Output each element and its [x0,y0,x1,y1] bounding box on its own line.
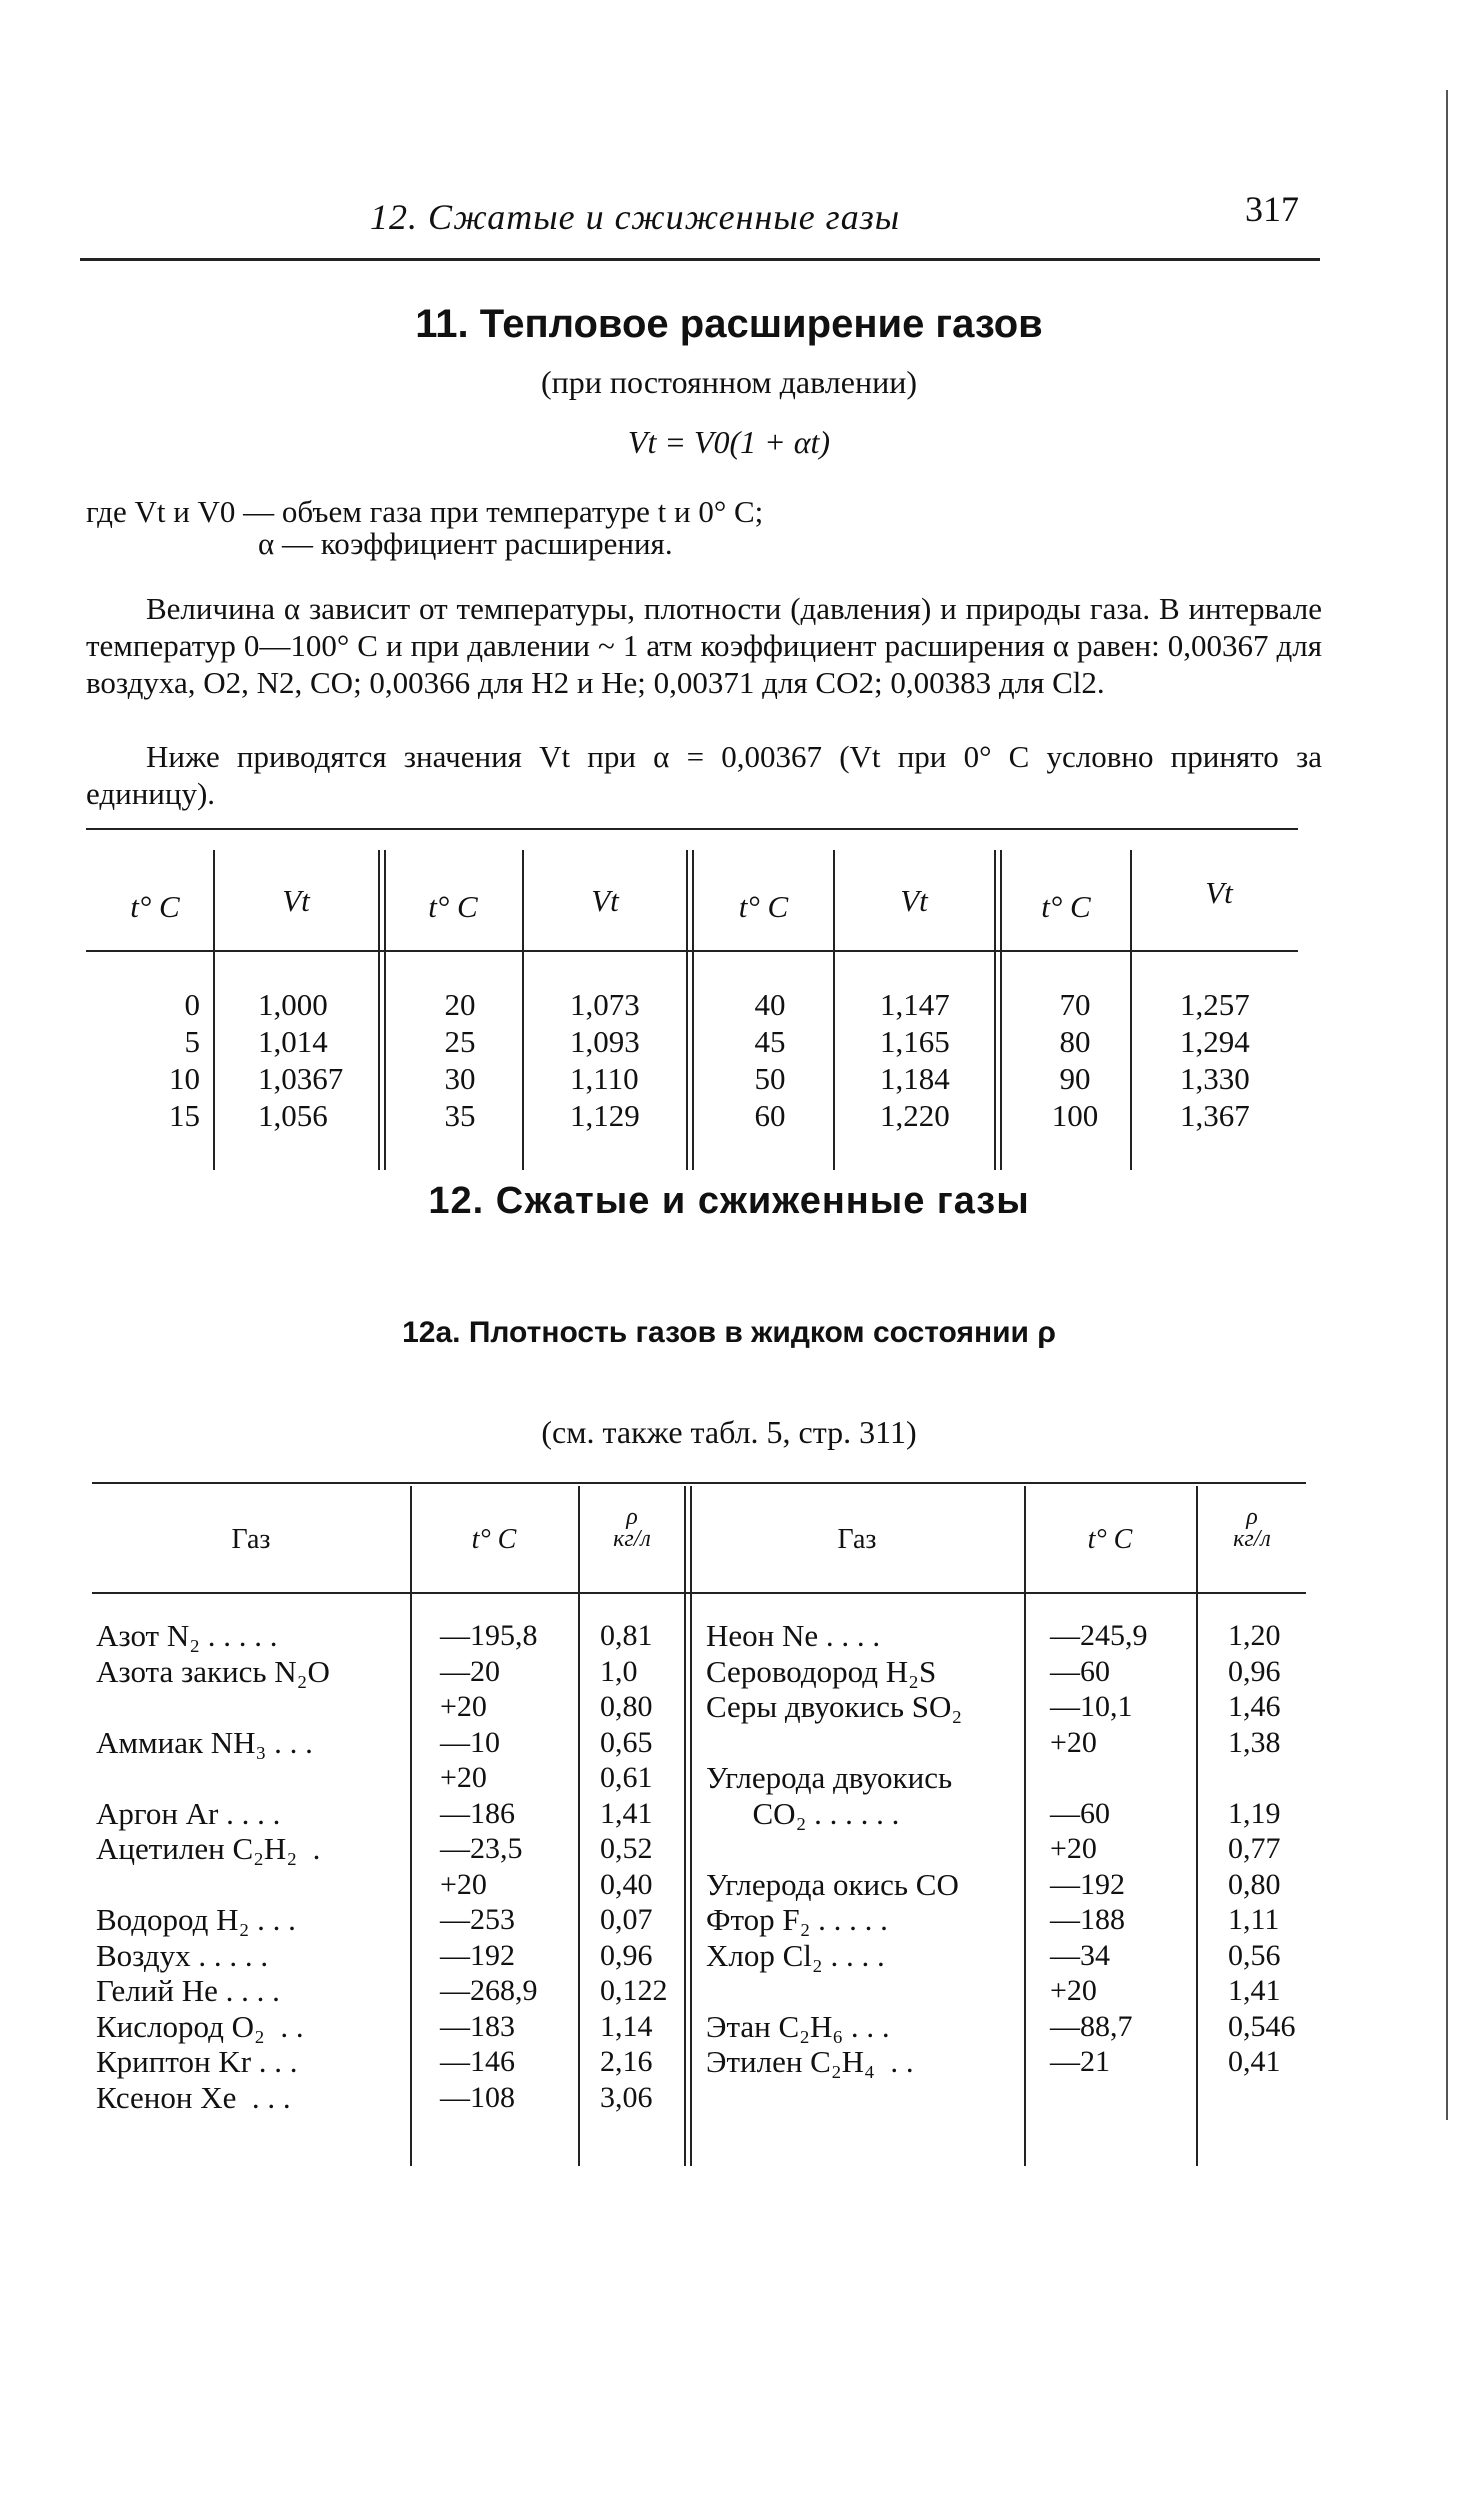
section-11-subtitle: (при постоянном давлении) [541,364,917,400]
table-top-rule [92,1482,1306,1484]
col-divider [1024,1486,1026,2166]
page-edge [1446,90,1448,2120]
header-vt: Vt [282,883,310,918]
t-column: 0 5 10 15 [169,987,200,1133]
header-rule [80,258,1320,261]
t-column: 70 80 90 100 [1051,987,1099,1133]
header-gas: Газ [231,1524,271,1555]
running-head: 12. Сжатые и сжиженные газы [370,197,901,237]
formula: Vt = V0(1 + αt) [627,424,831,460]
header-vt: Vt [591,883,619,918]
col-divider [833,850,835,1170]
header-rho [582,1506,682,1550]
header-vt: Vt [900,883,928,918]
t-column: 20 25 30 35 [444,987,476,1133]
col-divider [1196,1486,1198,2166]
col-divider [213,850,215,1170]
rho-symbol: ρ [1246,1504,1258,1530]
col-divider [1130,850,1132,1170]
col-divider [578,1486,580,2166]
table-header-rule [92,1592,1306,1594]
table-top-rule [86,828,1298,830]
paragraph-alpha: Величина α зависит от температуры, плотности (давления) и природы газа. В интервале температур 0—100° С и при давлении ~ 1 атм коэффициент расширения α равен: 0,00367 для воздуха, O2, N2, СО; 0,00366 для H2 и He; 0,00371 для CO2; 0,00383 для Cl2. [86,591,1322,700]
section-12a-title: 12а. Плотность газов в жидком состоянии ρ [402,1316,1056,1349]
header-t: t° C [428,889,478,924]
rho-symbol: ρ [626,1504,638,1530]
vt-column: 1,257 1,294 1,330 1,367 [1180,987,1250,1133]
group-divider [994,850,1002,1170]
where-line-2: α — коэффициент расширения. [258,526,673,561]
vt-column: 1,000 1,014 1,0367 1,056 [258,987,344,1133]
t-values-left: —195,8 —20 +20 —10 +20 —186 —23,5 +20 —253 —192 —268,9 —183 —146 —108 [440,1619,538,2114]
header-t: t° C [738,889,789,924]
group-divider [686,850,694,1170]
gas-names-right: Неон Ne . . . . Сероводород H₂S Серы двуокись SO₂ Углерода двуокись CO₂ . . . . . . Углерода окись CO Фтор F₂ . . . . . Хлор Cl₂ . . . . Этан C₂H₆ . . . Этилен C₂H₄ . . [706,1618,963,2079]
header-t: t° C [1041,889,1091,924]
col-divider [522,850,524,1170]
rho-values-right: 1,20 0,96 1,46 1,38 1,19 0,77 0,80 1,11 0,56 1,41 0,546 0,41 [1228,1619,1296,2078]
paragraph-values: Ниже приводятся значения Vt при α = 0,00367 (Vt при 0° С условно принято за единицу). [86,739,1322,811]
vt-column: 1,073 1,093 1,110 1,129 [570,987,640,1133]
gas-names-left: Азот N₂ . . . . . Азота закись N₂O Аммиак NH₃ . . . Аргон Ar . . . . Ацетилен C₂H₂ . Водород H₂ . . . Воздух . . . . . Гелий He . . . . Кислород O₂ . . Криптон Kr . . . Ксенон Xe . . . [96,1618,330,2115]
see-also-note: (см. также табл. 5, стр. 311) [541,1414,917,1450]
t-column: 40 45 50 60 [754,987,786,1133]
page-number: 317 [1245,189,1299,229]
header-t: t° C [1087,1524,1133,1555]
group-divider [378,850,386,1170]
rho-unit: кг/л [613,1526,651,1552]
header-vt: Vt [1205,875,1233,910]
header-rho [1200,1506,1304,1550]
vt-column: 1,147 1,165 1,184 1,220 [880,987,950,1133]
rho-values-left: 0,81 1,0 0,80 0,65 0,61 1,41 0,52 0,40 0,07 0,96 0,122 1,14 2,16 3,06 [600,1619,668,2114]
header-t: t° C [130,889,180,924]
t-values-right: —245,9 —60 —10,1 +20 —60 +20 —192 —188 —34 +20 —88,7 —21 [1050,1619,1148,2078]
header-t: t° C [471,1524,517,1555]
half-divider [684,1486,692,2166]
section-12-title: 12. Сжатые и сжиженные газы [428,1180,1030,1222]
header-gas: Газ [837,1524,877,1555]
where-line-1: где Vt и V0 — объем газа при температуре t и 0° С; [86,494,764,529]
section-11-title: 11. Тепловое расширение газов [415,302,1043,346]
rho-unit: кг/л [1233,1526,1271,1552]
col-divider [410,1486,412,2166]
